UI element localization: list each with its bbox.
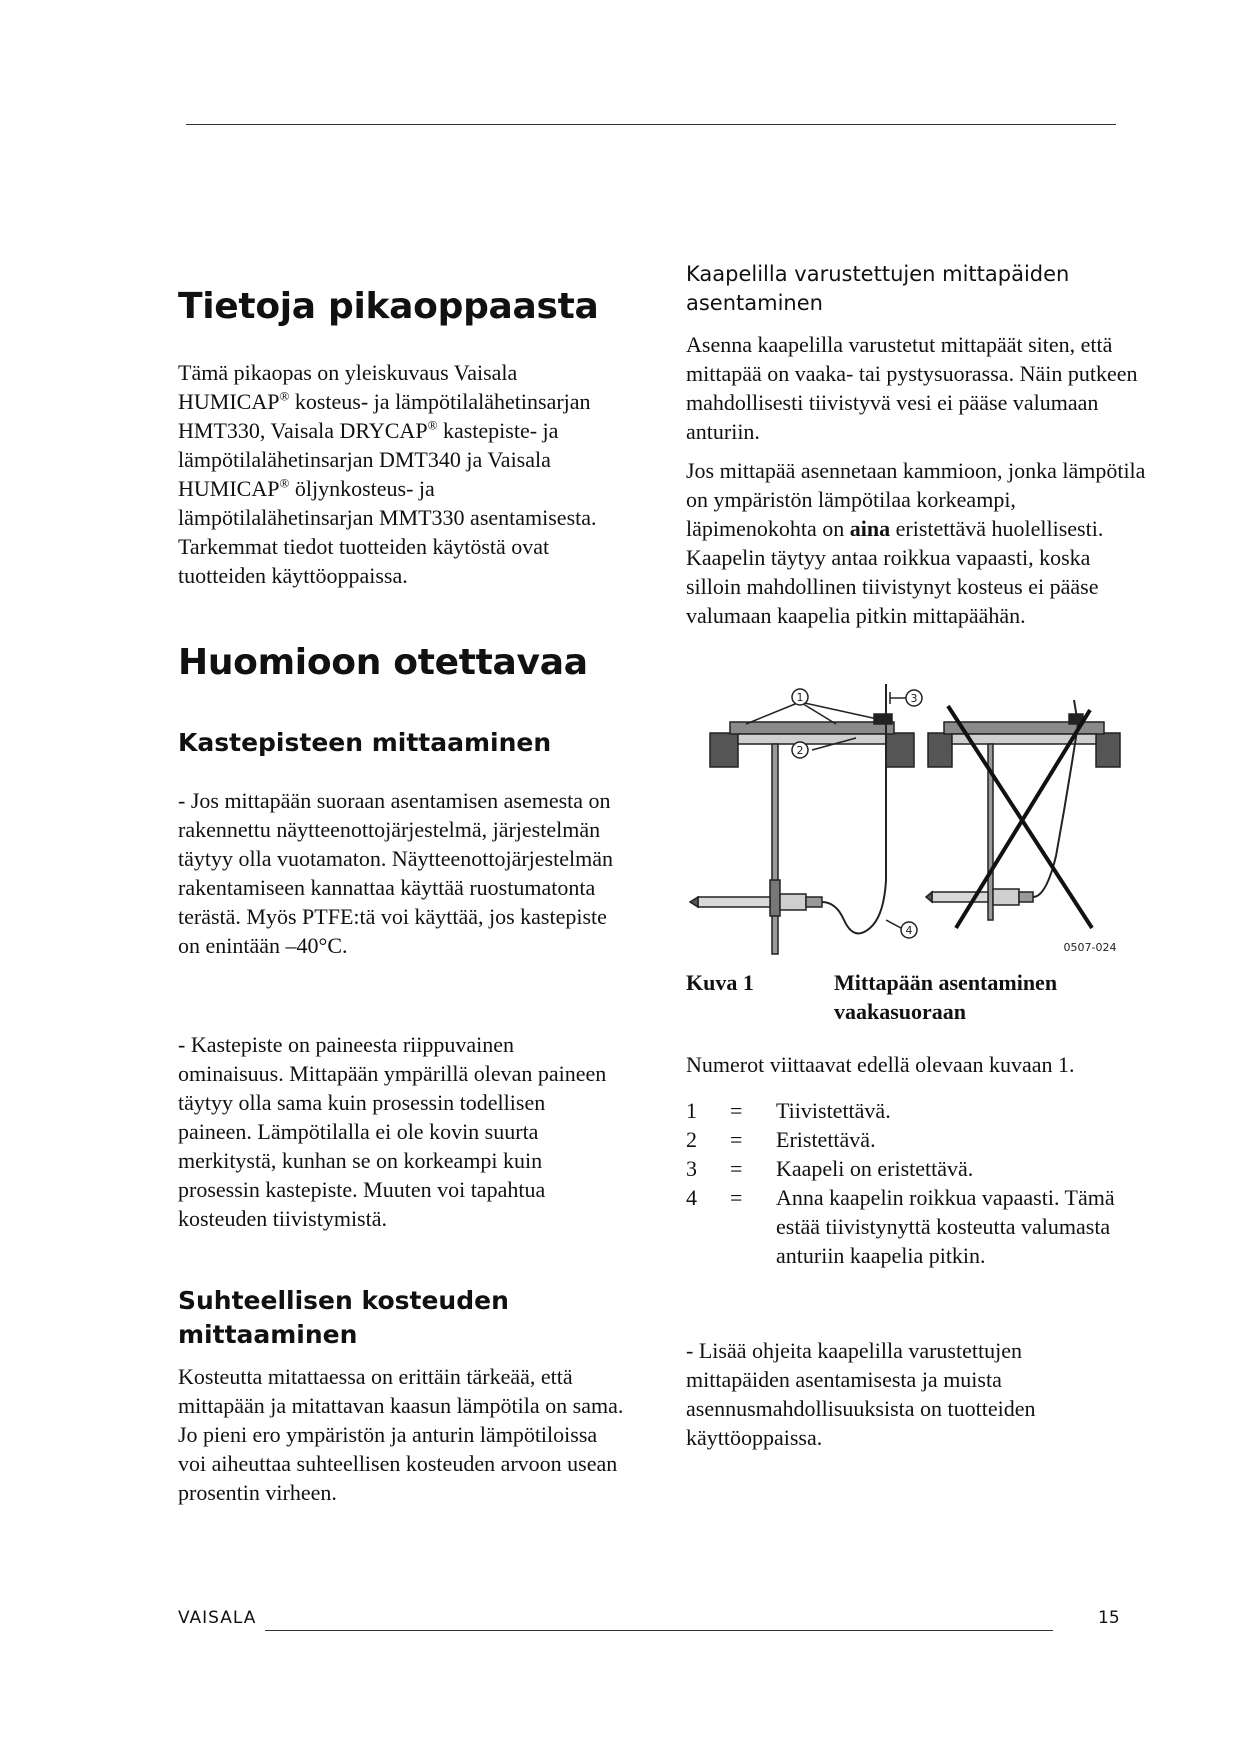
- dew-point-paragraph-2: - Kastepiste on paineesta riippuvainen ominaisuus. Mittapään ympärillä olevan paineen täytyy olla sama kuin prosessin todellisen paineen. Lämpötilalla ei ole kovin suurta merkitystä, kunhan se on korkeampi kuin prosessin kastepiste. Muuten voi tapahtua kosteuden tiivistymistä.: [178, 1032, 607, 1231]
- cable-paragraph-2-a: Jos mittapää asennetaan kammioon, jonka lämpötila on ympäristön lämpötilaa korkeampi, läpimenokohta on: [686, 458, 1146, 541]
- callout-1: 1: [796, 691, 804, 704]
- list-item-text: Anna kaapelin roikkua vapaasti. Tämä estää tiivistynyttä kosteutta valumasta anturiin kaapelia pitkin.: [776, 1185, 1115, 1268]
- list-item-equals: =: [730, 1156, 743, 1181]
- figure-right-wrong-install: [926, 700, 1120, 928]
- caption-text: Mittapään asentaminen vaakasuoraan: [834, 970, 1058, 1024]
- list-item: [686, 1096, 1146, 1125]
- page-number: 15: [1098, 1608, 1120, 1628]
- callout-2: 2: [796, 744, 804, 757]
- list-item-equals: =: [730, 1127, 743, 1152]
- list-item-number: 3: [686, 1156, 697, 1181]
- footer-brand: VAISALA: [178, 1608, 257, 1628]
- caption-label: Kuva 1: [686, 970, 754, 995]
- list-item-equals: =: [730, 1185, 743, 1210]
- numbers-intro: Numerot viittaavat edellä olevaan kuvaan 1.: [686, 1052, 1075, 1077]
- list-item-equals: =: [730, 1098, 743, 1123]
- installation-figure: [686, 680, 1126, 960]
- intro-paragraph: [178, 358, 630, 590]
- cable-paragraph-1: Asenna kaapelilla varustetut mittapäät siten, että mittapää on vaaka- tai pystysuorassa. Näin putkeen mahdollisesti tiivistyvä vesi ei pääse valumaan anturiin.: [686, 332, 1138, 444]
- list-item: [686, 1154, 1146, 1183]
- list-item-text: Eristettävä.: [776, 1127, 876, 1152]
- dew-point-paragraph-1: - Jos mittapään suoraan asentamisen asemesta on rakennettu näytteenottojärjestelmä, järjestelmän täytyy olla vuotamaton. Näytteenottojärjestelmän rakentamiseen kannattaa käyttää ruostumatonta terästä. Myös PTFE:tä voi käyttää, jos kastepiste on enintään –40°C.: [178, 788, 613, 958]
- rh-heading: Suhteellisen kosteuden mittaaminen: [178, 1286, 509, 1349]
- more-info-paragraph: - Lisää ohjeita kaapelilla varustettujen mittapäiden asentamisesta ja muista asennusmahdollisuuksista on tuotteiden käyttöoppaissa.: [686, 1338, 1036, 1450]
- callout-4: 4: [905, 924, 913, 937]
- cable-paragraph-2-c: eristettävä huolellisesti. Kaapelin täytyy antaa roikkua vapaasti, koska silloin mahdollinen tiivistynyt kosteus ei pääse valumaan kaapelia pitkin mittapäähän.: [686, 516, 1104, 628]
- rh-paragraph: Kosteutta mitattaessa on erittäin tärkeää, että mittapään ja mitattavan kaasun lämpötila on sama. Jo pieni ero ympäristön ja anturin lämpötiloissa voi aiheuttaa suhteellisen kosteuden arvoon usean prosentin virheen.: [178, 1364, 624, 1505]
- intro-text-1: Tämä pikaopas on yleiskuvaus Vaisala HUMICAP: [178, 360, 518, 414]
- list-item-text: Tiivistettävä.: [776, 1098, 891, 1123]
- numbered-list: [686, 1096, 1146, 1270]
- intro-text-2: kosteus- ja lämpötilalähetinsarjan HMT330, Vaisala DRYCAP: [178, 389, 591, 443]
- main-title: Tietoja pikaoppaasta: [178, 286, 599, 327]
- list-item-number: 2: [686, 1127, 697, 1152]
- figure-code: 0507-024: [1063, 941, 1117, 954]
- list-item-number: 4: [686, 1185, 697, 1210]
- header-rule: [186, 124, 1116, 125]
- intro-text-4: öljynkosteus- ja lämpötilalähetinsarjan MMT330 asentamisesta. Tarkemmat tiedot tuotteiden käytöstä ovat tuotteiden käyttöoppaissa.: [178, 476, 597, 588]
- figure-left-install: [690, 684, 922, 954]
- emphasis-aina: aina: [849, 516, 891, 541]
- list-item: [686, 1183, 1146, 1270]
- list-item-number: 1: [686, 1098, 697, 1123]
- list-item: [686, 1125, 1146, 1154]
- callout-3: 3: [910, 692, 918, 705]
- dew-point-heading: Kastepisteen mittaaminen: [178, 728, 552, 757]
- intro-text-3: kastepiste- ja lämpötilalähetinsarjan DMT340 ja Vaisala HUMICAP: [178, 418, 559, 501]
- section-title: Huomioon otettavaa: [178, 642, 588, 683]
- registered-mark: ®: [279, 475, 290, 491]
- list-item-text: Kaapeli on eristettävä.: [776, 1156, 974, 1181]
- registered-mark: ®: [427, 417, 438, 433]
- footer-rule: [265, 1630, 1053, 1631]
- cable-paragraph-2: [686, 456, 1146, 630]
- cable-probe-heading: Kaapelilla varustettujen mittapäiden asentaminen: [686, 262, 1070, 315]
- registered-mark: ®: [279, 388, 290, 404]
